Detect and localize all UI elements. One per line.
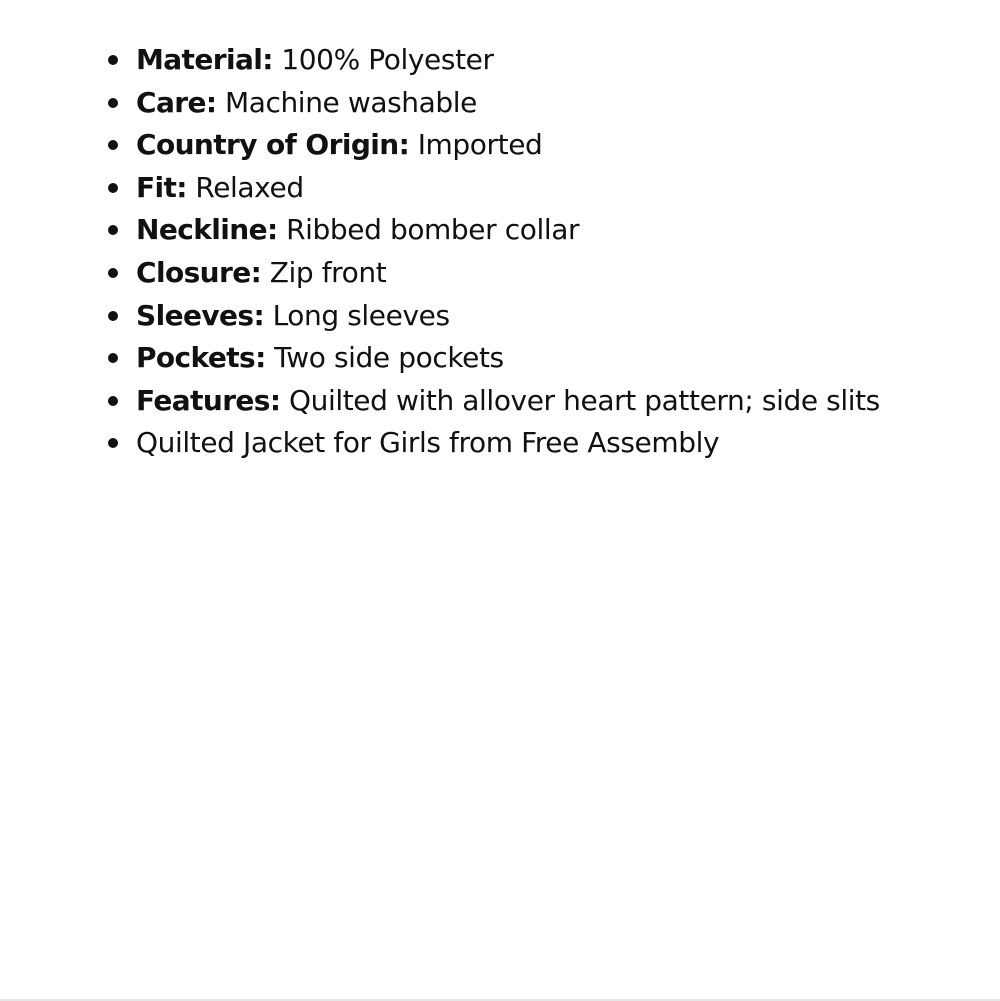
detail-value: Quilted with allover heart pattern; side slits [280,383,880,417]
detail-item-description [0,422,1000,465]
product-details-list [0,39,1000,465]
detail-label: Fit: [136,170,187,204]
detail-value: Imported [409,128,543,162]
detail-item-care [0,82,1000,125]
bullet-icon [108,396,118,406]
detail-value: Two side pockets [265,341,504,375]
detail-value: Zip front [261,255,387,289]
detail-value: Quilted Jacket for Girls from Free Assembly [136,426,720,460]
detail-label: Closure: [136,255,262,289]
detail-item-neckline [0,209,1000,252]
detail-label: Pockets: [136,341,266,375]
detail-value: Machine washable [216,85,477,119]
bullet-icon [108,140,118,150]
bullet-icon [108,55,118,65]
detail-label: Country of Origin: [136,128,410,162]
bullet-icon [108,438,118,448]
detail-label: Neckline: [136,213,278,247]
detail-item-features [0,380,1000,423]
detail-label: Features: [136,383,281,417]
bullet-icon [108,225,118,235]
bullet-icon [108,183,118,193]
detail-item-material [0,39,1000,82]
detail-item-pockets [0,337,1000,380]
detail-label: Sleeves: [136,298,265,332]
bullet-icon [108,353,118,363]
detail-value: Ribbed bomber collar [277,213,580,247]
bullet-icon [108,98,118,108]
detail-value: 100% Polyester [272,43,494,76]
detail-item-sleeves [0,295,1000,338]
bullet-icon [108,311,118,321]
detail-label: Material: [136,43,273,76]
detail-label: Care: [136,85,217,119]
detail-item-closure [0,252,1000,295]
bullet-icon [108,268,118,278]
detail-item-country-of-origin [0,124,1000,167]
detail-value: Long sleeves [264,298,450,332]
detail-item-fit [0,167,1000,210]
detail-value: Relaxed [186,170,304,204]
